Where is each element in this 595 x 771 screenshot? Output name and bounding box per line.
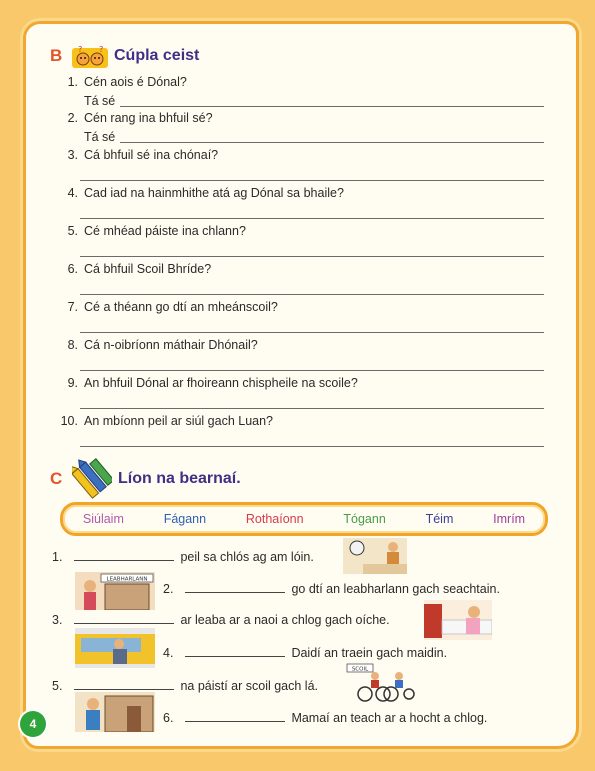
question-9: 9. An bhfuil Dónal ar fhoireann chispheile na scoile? <box>67 376 358 390</box>
sentence-4: 4. Daidí an traein gach maidin. <box>163 646 448 660</box>
sentence-6: 6. Mamaí an teach ar a hocht a chlog. <box>163 711 488 725</box>
child-in-bed-image <box>424 600 492 640</box>
children-faces-icon <box>72 44 108 68</box>
word-bank-item: Rothaíonn <box>245 512 304 526</box>
word-bank-item: Téim <box>425 512 454 526</box>
blank-3[interactable] <box>74 612 174 624</box>
section-b-header <box>50 44 199 68</box>
answer-prefix-2: Tá sé <box>84 130 116 144</box>
children-cycling-image <box>345 662 415 702</box>
section-b-letter: B <box>50 46 63 65</box>
answer-prefix-1: Tá sé <box>84 94 116 108</box>
question-3: 3. Cá bhfuil sé ina chónaí? <box>67 148 219 162</box>
answer-line-3[interactable] <box>80 180 544 181</box>
section-b-title: Cúpla ceist <box>114 47 200 64</box>
answer-line-5[interactable] <box>80 256 544 257</box>
word-bank-item: Fágann <box>163 512 207 526</box>
answer-line-7[interactable] <box>80 332 544 333</box>
question-2: 2. Cén rang ina bhfuil sé? <box>67 111 213 125</box>
blank-4[interactable] <box>185 645 285 657</box>
sentence-2: 2. go dtí an leabharlann gach seachtain. <box>163 582 500 596</box>
question-7: 7. Cé a théann go dtí an mheánscoil? <box>67 300 278 314</box>
crayons-icon <box>72 458 112 500</box>
svg-text:LEABHARLANN: LEABHARLANN <box>106 576 148 583</box>
blank-5[interactable] <box>74 678 174 690</box>
question-10: 10. An mbíonn peil ar siúl gach Luan? <box>60 414 274 428</box>
question-8: 8. Cá n-oibríonn máthair Dhónail? <box>67 338 258 352</box>
answer-line-1[interactable] <box>120 106 544 107</box>
section-c-header <box>50 458 241 500</box>
answer-line-4[interactable] <box>80 218 544 219</box>
question-1: 1. Cén aois é Dónal? <box>67 75 187 89</box>
word-bank-item: Siúlaim <box>82 512 124 526</box>
mum-leaving-house-image <box>75 692 155 732</box>
children-playing-image <box>343 538 407 574</box>
blank-6[interactable] <box>185 710 285 722</box>
section-c-letter: C <box>50 469 63 488</box>
question-4: 4. Cad iad na hainmhithe atá ag Dónal sa bhaile? <box>67 186 344 200</box>
section-c-title: Líon na bearnaí. <box>118 470 241 487</box>
word-bank <box>60 502 548 536</box>
answer-line-6[interactable] <box>80 294 544 295</box>
sentence-3: 3. ar leaba ar a naoi a chlog gach oíche. <box>52 613 390 627</box>
page-number: 4 <box>20 711 46 737</box>
svg-text:?: ? <box>99 45 104 54</box>
blank-1[interactable] <box>74 549 174 561</box>
question-6: 6. Cá bhfuil Scoil Bhríde? <box>67 262 212 276</box>
svg-text:SCOIL: SCOIL <box>351 666 369 673</box>
answer-line-9[interactable] <box>80 408 544 409</box>
answer-line-2[interactable] <box>120 142 544 143</box>
answer-line-10[interactable] <box>80 446 544 447</box>
word-bank-item: Tógann <box>343 512 386 526</box>
library-image <box>75 572 155 610</box>
answer-line-8[interactable] <box>80 370 544 371</box>
sentence-1: 1. peil sa chlós ag am lóin. <box>52 550 314 564</box>
word-bank-item: Imrím <box>493 512 526 526</box>
sentence-5: 5. na páistí ar scoil gach lá. <box>52 679 319 693</box>
svg-text:?: ? <box>78 45 83 54</box>
blank-2[interactable] <box>185 581 285 593</box>
question-5: 5. Cé mhéad páiste ina chlann? <box>67 224 246 238</box>
dad-on-train-image <box>75 628 155 668</box>
